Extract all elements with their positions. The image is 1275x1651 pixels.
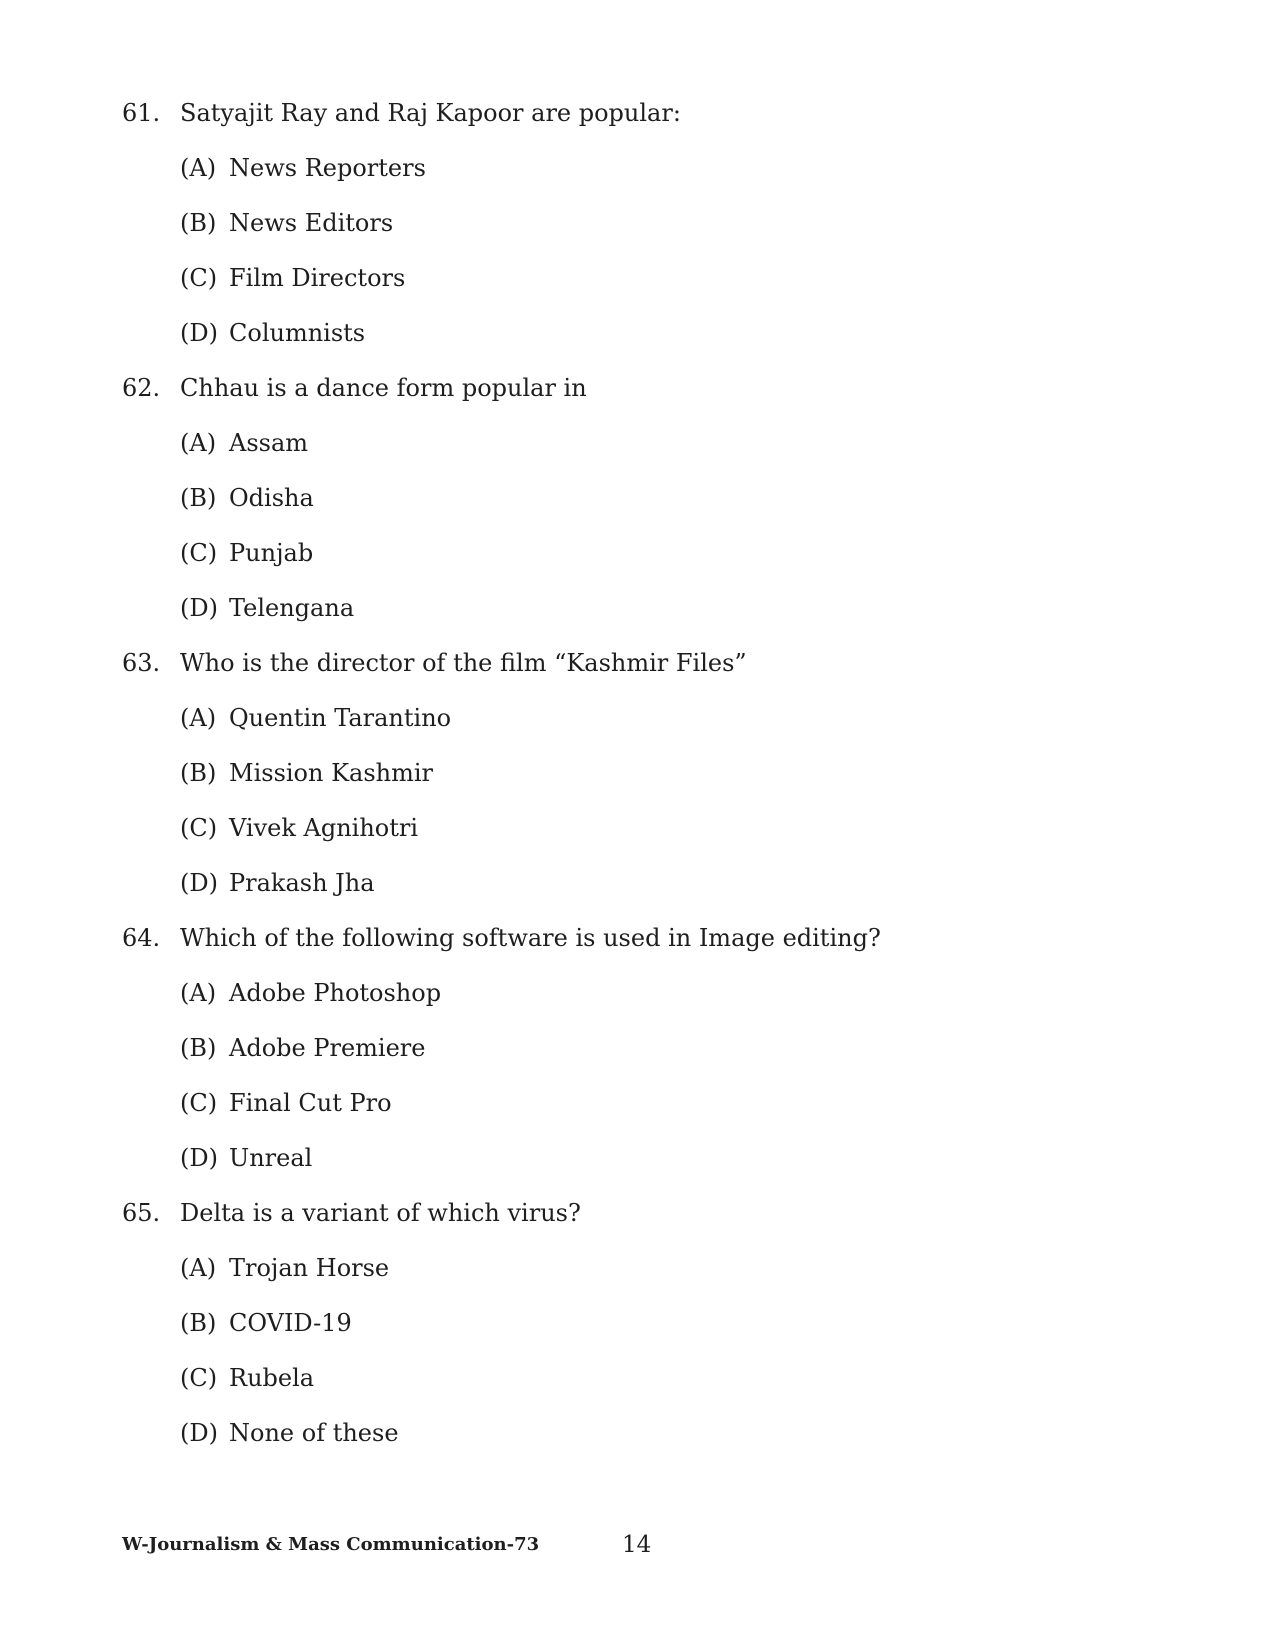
option-letter: (B)	[180, 1309, 217, 1337]
option-letter: (C)	[180, 539, 218, 567]
option-text: Vivek Agnihotri	[229, 814, 419, 842]
option-letter: (A)	[180, 979, 217, 1007]
option-text: COVID-19	[229, 1309, 352, 1337]
option-text: Rubela	[229, 1364, 315, 1392]
option-text: Final Cut Pro	[229, 1089, 392, 1117]
option-letter: (D)	[180, 1419, 218, 1447]
question-text: Chhau is a dance form popular in	[180, 374, 587, 402]
option-text: Telengana	[229, 594, 355, 622]
option-text: Assam	[229, 429, 309, 457]
option-letter: (B)	[180, 1034, 217, 1062]
page-number: 14	[622, 1532, 652, 1558]
option-letter: (A)	[180, 704, 217, 732]
option-letter: (D)	[180, 319, 218, 347]
option-text: Unreal	[229, 1144, 313, 1172]
option-letter: (D)	[180, 594, 218, 622]
question-text: Which of the following software is used in Image editing?	[180, 924, 881, 952]
option-letter: (A)	[180, 1254, 217, 1282]
option-letter: (B)	[180, 759, 217, 787]
option-text: News Reporters	[229, 154, 426, 182]
option-text: Punjab	[229, 539, 314, 567]
option-text: Columnists	[229, 319, 366, 347]
option-text: News Editors	[229, 209, 394, 237]
option-text: Trojan Horse	[229, 1254, 390, 1282]
option-text: Odisha	[229, 484, 314, 512]
option-letter: (C)	[180, 264, 218, 292]
option-letter: (C)	[180, 1089, 218, 1117]
paper-code: W-Journalism & Mass Communication-73	[122, 1534, 540, 1555]
option-text: None of these	[229, 1419, 399, 1447]
option-text: Quentin Tarantino	[229, 704, 452, 732]
option-letter: (B)	[180, 209, 217, 237]
question-number: 63.	[122, 649, 161, 677]
option-letter: (B)	[180, 484, 217, 512]
option-text: Adobe Premiere	[229, 1034, 426, 1062]
option-letter: (D)	[180, 1144, 218, 1172]
question-number: 65.	[122, 1199, 161, 1227]
option-text: Adobe Photoshop	[229, 979, 442, 1007]
option-letter: (C)	[180, 814, 218, 842]
option-text: Prakash Jha	[229, 869, 375, 897]
question-text: Satyajit Ray and Raj Kapoor are popular:	[180, 99, 681, 127]
option-letter: (C)	[180, 1364, 218, 1392]
option-letter: (A)	[180, 154, 217, 182]
question-text: Who is the director of the film “Kashmir Files”	[180, 649, 747, 677]
option-letter: (D)	[180, 869, 218, 897]
question-number: 64.	[122, 924, 161, 952]
option-letter: (A)	[180, 429, 217, 457]
question-number: 61.	[122, 99, 161, 127]
option-text: Film Directors	[229, 264, 406, 292]
option-text: Mission Kashmir	[229, 759, 434, 787]
question-number: 62.	[122, 374, 161, 402]
question-text: Delta is a variant of which virus?	[180, 1199, 581, 1227]
